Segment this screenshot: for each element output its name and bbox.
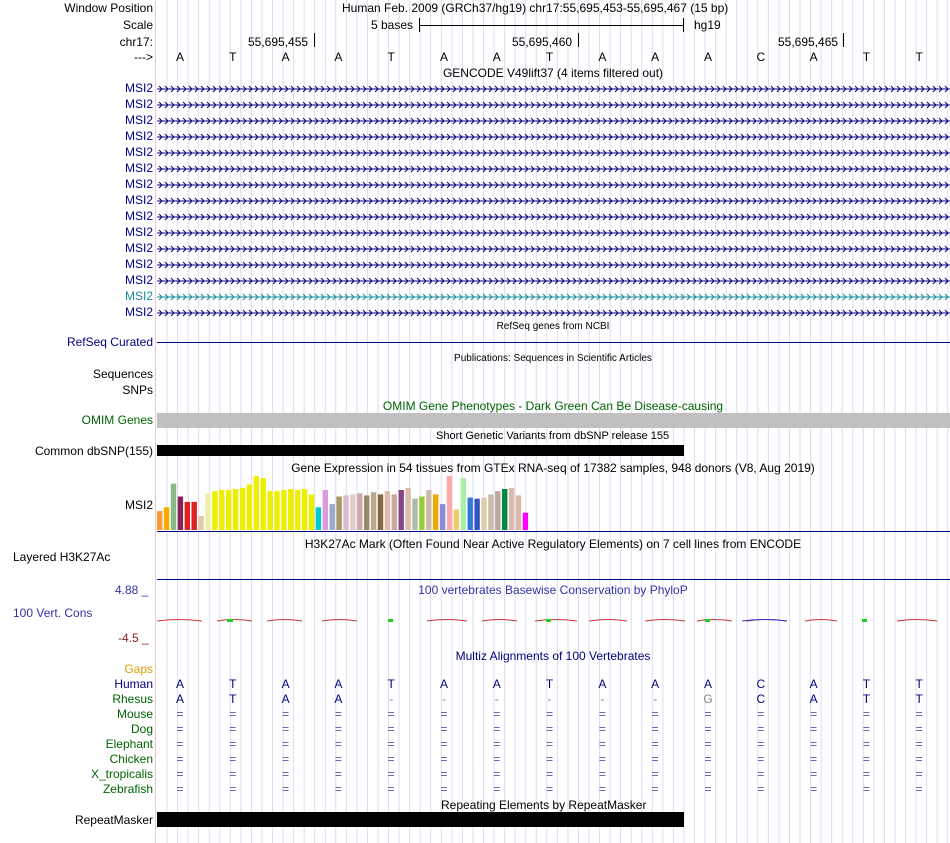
- gencode-gene-label[interactable]: MSI2: [124, 241, 153, 255]
- multiz-aligned-base: =: [810, 722, 818, 736]
- multiz-aligned-base: =: [387, 782, 395, 796]
- window-position-value: Human Feb. 2009 (GRCh37/hg19) chr17:55,695,453-55,695,467 (15 bp): [342, 1, 729, 15]
- multiz-aligned-base: =: [440, 707, 448, 721]
- gencode-gene-model[interactable]: [157, 147, 950, 159]
- gencode-gene-label[interactable]: MSI2: [124, 161, 153, 175]
- phylop-score-segment: [805, 620, 837, 622]
- phylop-title[interactable]: 100 vertebrates Basewise Conservation by PhyloP: [418, 583, 688, 597]
- multiz-aligned-base: =: [651, 737, 659, 751]
- multiz-aligned-base: =: [493, 737, 501, 751]
- repeatmasker-title[interactable]: Repeating Elements by RepeatMasker: [441, 798, 647, 812]
- gtex-tissue-bar: [164, 507, 169, 530]
- dbsnp-title[interactable]: Short Genetic Variants from dbSNP release 155: [436, 430, 670, 442]
- multiz-title[interactable]: Multiz Alignments of 100 Vertebrates: [455, 649, 651, 663]
- ruler-base: A: [334, 50, 343, 64]
- publications-sequences-label[interactable]: Sequences: [92, 367, 153, 381]
- multiz-aligned-base: =: [598, 767, 606, 781]
- gtex-tissue-bar: [233, 489, 238, 530]
- gtex-tissue-bar: [274, 491, 279, 530]
- multiz-aligned-base: -: [547, 692, 552, 706]
- multiz-aligned-base: A: [598, 677, 607, 691]
- gtex-tissue-bar: [247, 485, 252, 530]
- gencode-gene-label[interactable]: MSI2: [124, 81, 153, 95]
- gtex-tissue-bar: [288, 489, 293, 530]
- multiz-aligned-base: =: [598, 722, 606, 736]
- multiz-aligned-base: =: [862, 737, 870, 751]
- multiz-aligned-base: T: [915, 677, 923, 691]
- multiz-aligned-base: =: [282, 767, 290, 781]
- gtex-tissue-bar: [309, 494, 314, 530]
- multiz-aligned-base: T: [545, 677, 554, 691]
- multiz-aligned-base: =: [440, 737, 448, 751]
- ruler-base: T: [229, 50, 237, 64]
- multiz-aligned-base: =: [282, 707, 290, 721]
- ruler-base: A: [492, 50, 501, 64]
- gtex-tissue-bar: [474, 499, 479, 530]
- gencode-gene-model[interactable]: [157, 259, 950, 271]
- repeatmasker-element-bar[interactable]: [157, 812, 684, 827]
- h3k27ac-label[interactable]: Layered H3K27Ac: [13, 550, 111, 564]
- multiz-aligned-base: =: [440, 767, 448, 781]
- multiz-aligned-base: =: [862, 752, 870, 766]
- multiz-aligned-base: T: [862, 692, 871, 706]
- multiz-gaps-label[interactable]: Gaps: [124, 662, 153, 676]
- gtex-tissue-bar: [371, 492, 376, 530]
- multiz-aligned-base: -: [494, 692, 499, 706]
- multiz-aligned-base: =: [440, 782, 448, 796]
- multiz-aligned-base: =: [704, 707, 712, 721]
- gencode-title[interactable]: GENCODE V49lift37 (4 items filtered out): [442, 66, 664, 80]
- refseq-label[interactable]: RefSeq Curated: [66, 335, 153, 349]
- gencode-gene-label[interactable]: MSI2: [124, 273, 153, 287]
- gencode-gene-label[interactable]: MSI2: [124, 289, 153, 303]
- multiz-aligned-base: =: [282, 752, 290, 766]
- multiz-aligned-base: -: [389, 692, 394, 706]
- gtex-tissue-bar: [481, 498, 486, 530]
- gencode-gene-model[interactable]: [157, 307, 950, 319]
- tick-label-3: 55,695,465: [778, 35, 839, 49]
- multiz-aligned-base: =: [757, 752, 765, 766]
- multiz-aligned-base: A: [281, 692, 290, 706]
- gtex-tissue-bar: [185, 502, 190, 530]
- gtex-title[interactable]: Gene Expression in 54 tissues from GTEx RNA-seq of 17382 samples, 948 donors (V8, Aug 2019): [291, 461, 815, 475]
- phylop-score-tick: [546, 619, 551, 622]
- multiz-species-label[interactable]: Human: [114, 677, 153, 691]
- phylop-score-segment: [697, 620, 732, 622]
- phylop-max-label: 4.88 _: [115, 583, 149, 597]
- multiz-aligned-base: T: [862, 677, 871, 691]
- gtex-tissue-bar: [219, 490, 224, 530]
- multiz-aligned-base: =: [651, 752, 659, 766]
- gencode-gene-model[interactable]: [157, 99, 950, 111]
- gtex-tissue-bar: [295, 490, 300, 530]
- gtex-tissue-bar: [412, 499, 417, 530]
- multiz-aligned-base: =: [282, 782, 290, 796]
- gtex-gene-line: [157, 531, 950, 532]
- multiz-aligned-base: =: [810, 752, 818, 766]
- refseq-title[interactable]: RefSeq genes from NCBI: [496, 321, 610, 332]
- multiz-aligned-base: =: [176, 737, 184, 751]
- gtex-expression-chart[interactable]: [157, 476, 537, 531]
- gtex-tissue-bar: [468, 498, 473, 530]
- multiz-aligned-base: =: [757, 737, 765, 751]
- gtex-tissue-bar: [454, 510, 459, 531]
- multiz-aligned-base: =: [176, 752, 184, 766]
- gtex-tissue-bar: [157, 511, 162, 530]
- multiz-aligned-base: =: [915, 722, 923, 736]
- multiz-aligned-base: =: [546, 707, 554, 721]
- ruler-base: C: [756, 50, 766, 64]
- multiz-aligned-base: =: [229, 782, 237, 796]
- multiz-aligned-base: =: [334, 767, 342, 781]
- multiz-aligned-base: =: [915, 737, 923, 751]
- gtex-tissue-bar: [267, 491, 272, 530]
- multiz-aligned-base: =: [651, 767, 659, 781]
- ruler-base: T: [915, 50, 923, 64]
- gencode-gene-model[interactable]: [157, 243, 950, 255]
- gtex-tissue-bar: [212, 491, 217, 530]
- gtex-tissue-bar: [392, 494, 397, 530]
- multiz-aligned-base: =: [493, 782, 501, 796]
- gtex-tissue-bar: [357, 493, 362, 530]
- gtex-tissue-bar: [205, 493, 210, 530]
- multiz-aligned-base: =: [704, 737, 712, 751]
- gtex-tissue-bar: [447, 476, 452, 530]
- ruler-base: T: [387, 50, 395, 64]
- multiz-aligned-base: =: [387, 752, 395, 766]
- ruler-base: A: [175, 50, 184, 64]
- phylop-score-segment: [267, 620, 302, 622]
- gtex-tissue-bar: [385, 491, 390, 530]
- multiz-aligned-base: =: [810, 737, 818, 751]
- multiz-aligned-base: =: [546, 737, 554, 751]
- multiz-aligned-base: =: [334, 752, 342, 766]
- phylop-score-segment: [322, 620, 357, 622]
- tick-mark-3: [843, 33, 844, 47]
- phylop-score-segment: [427, 620, 467, 622]
- gencode-gene-label[interactable]: MSI2: [124, 97, 153, 111]
- scale-bases: 5 bases: [371, 18, 414, 32]
- multiz-aligned-base: A: [492, 677, 501, 691]
- multiz-aligned-base: =: [862, 767, 870, 781]
- phylop-score-segment: [535, 620, 577, 622]
- multiz-aligned-base: A: [334, 677, 343, 691]
- phylop-score-segment: [217, 620, 252, 622]
- multiz-aligned-base: =: [862, 707, 870, 721]
- omim-label[interactable]: OMIM Genes: [81, 413, 153, 427]
- multiz-aligned-base: A: [809, 692, 818, 706]
- multiz-aligned-base: A: [703, 677, 712, 691]
- phylop-min-label: -4.5 _: [118, 631, 149, 645]
- multiz-species-label[interactable]: Chicken: [109, 752, 153, 766]
- ruler-base: A: [651, 50, 660, 64]
- gencode-gene-label[interactable]: MSI2: [124, 257, 153, 271]
- gencode-gene-model[interactable]: [157, 195, 950, 207]
- repeatmasker-label[interactable]: RepeatMasker: [74, 813, 153, 827]
- gtex-tissue-bar: [261, 478, 266, 530]
- multiz-aligned-base: =: [704, 782, 712, 796]
- multiz-aligned-base: =: [282, 737, 290, 751]
- gtex-tissue-bar: [440, 504, 445, 530]
- phylop-score-tick: [862, 619, 867, 622]
- omim-title[interactable]: OMIM Gene Phenotypes - Dark Green Can Be Disease-causing: [382, 399, 724, 413]
- gencode-gene-model[interactable]: [157, 211, 950, 223]
- gencode-gene-model[interactable]: [157, 131, 950, 143]
- scale-bar: [419, 18, 684, 32]
- gtex-tissue-bar: [405, 488, 410, 530]
- phylop-score-segment: [157, 620, 202, 622]
- gtex-tissue-bar: [488, 494, 493, 530]
- multiz-aligned-base: =: [387, 767, 395, 781]
- gtex-tissue-bar: [323, 490, 328, 530]
- label-divider: [155, 0, 156, 843]
- gtex-tissue-bar: [364, 495, 369, 530]
- multiz-aligned-base: C: [756, 692, 766, 706]
- multiz-aligned-base: A: [281, 677, 290, 691]
- multiz-aligned-base: T: [229, 692, 237, 706]
- gtex-tissue-bar: [350, 494, 355, 530]
- multiz-aligned-base: =: [176, 782, 184, 796]
- multiz-aligned-base: =: [493, 722, 501, 736]
- gtex-tissue-bar: [281, 490, 286, 530]
- multiz-aligned-base: =: [757, 782, 765, 796]
- phylop-score-tick: [705, 619, 710, 622]
- gtex-tissue-bar: [419, 497, 424, 531]
- multiz-aligned-base: =: [810, 707, 818, 721]
- multiz-aligned-base: =: [176, 722, 184, 736]
- multiz-aligned-base: =: [546, 722, 554, 736]
- multiz-aligned-base: =: [493, 767, 501, 781]
- gtex-tissue-bar: [426, 490, 431, 530]
- multiz-aligned-base: =: [651, 782, 659, 796]
- multiz-aligned-base: =: [440, 752, 448, 766]
- multiz-aligned-base: =: [598, 782, 606, 796]
- multiz-aligned-base: =: [229, 737, 237, 751]
- multiz-aligned-base: =: [282, 722, 290, 736]
- phylop-conservation-chart[interactable]: [157, 612, 950, 628]
- gtex-tissue-bar: [302, 489, 307, 530]
- multiz-aligned-base: -: [600, 692, 605, 706]
- gencode-gene-label[interactable]: MSI2: [124, 225, 153, 239]
- ruler-base: T: [545, 50, 554, 64]
- gencode-gene-label[interactable]: MSI2: [124, 129, 153, 143]
- multiz-species-label[interactable]: X_tropicalis: [90, 767, 153, 781]
- multiz-aligned-base: =: [176, 767, 184, 781]
- phylop-score-segment: [645, 620, 685, 622]
- gtex-tissue-bar: [192, 502, 197, 530]
- gencode-gene-label[interactable]: MSI2: [124, 145, 153, 159]
- phylop-score-segment: [589, 620, 627, 622]
- multiz-aligned-base: =: [757, 767, 765, 781]
- gtex-tissue-bar: [226, 490, 231, 530]
- multiz-aligned-base: =: [229, 752, 237, 766]
- gencode-gene-model[interactable]: [157, 83, 950, 95]
- strand-label: --->: [134, 50, 153, 64]
- gtex-tissue-bar: [343, 495, 348, 530]
- multiz-aligned-base: =: [229, 722, 237, 736]
- multiz-aligned-base: =: [862, 722, 870, 736]
- multiz-species-label[interactable]: Rhesus: [112, 692, 153, 706]
- multiz-aligned-base: =: [757, 722, 765, 736]
- multiz-species-label[interactable]: Dog: [130, 722, 153, 736]
- omim-phenotype-bar[interactable]: [157, 413, 950, 428]
- multiz-aligned-base: -: [442, 692, 446, 706]
- multiz-aligned-base: =: [704, 767, 712, 781]
- multiz-aligned-base: =: [387, 737, 395, 751]
- gencode-gene-model[interactable]: [157, 163, 950, 175]
- gencode-gene-label[interactable]: MSI2: [124, 305, 153, 319]
- multiz-aligned-base: =: [387, 722, 395, 736]
- multiz-aligned-base: =: [757, 707, 765, 721]
- phylop-score-tick: [388, 619, 393, 622]
- gtex-tissue-bar: [198, 516, 203, 530]
- multiz-aligned-base: =: [334, 707, 342, 721]
- ruler-base: A: [703, 50, 712, 64]
- multiz-aligned-base: =: [229, 767, 237, 781]
- dbsnp-label[interactable]: Common dbSNP(155): [34, 444, 153, 458]
- multiz-aligned-base: A: [439, 677, 448, 691]
- multiz-aligned-base: =: [598, 737, 606, 751]
- scale-label: Scale: [122, 18, 153, 32]
- multiz-aligned-base: =: [704, 752, 712, 766]
- tick-mark-1: [314, 33, 315, 47]
- gtex-tissue-bar: [523, 513, 528, 530]
- gtex-tissue-bar: [399, 490, 404, 530]
- multiz-species-label[interactable]: Mouse: [116, 707, 153, 721]
- multiz-aligned-base: =: [810, 767, 818, 781]
- tick-label-2: 55,695,460: [512, 35, 573, 49]
- gencode-gene-label[interactable]: MSI2: [124, 209, 153, 223]
- tick-mark-2: [578, 33, 579, 47]
- window-position-label: Window Position: [64, 1, 153, 15]
- multiz-aligned-base: =: [387, 707, 395, 721]
- ruler-base: A: [809, 50, 818, 64]
- tick-label-1: 55,695,455: [248, 35, 309, 49]
- gtex-tissue-bar: [171, 484, 176, 530]
- multiz-aligned-base: =: [176, 707, 184, 721]
- gtex-tissue-bar: [502, 489, 507, 530]
- multiz-species-label[interactable]: Elephant: [105, 737, 153, 751]
- scale-assembly: hg19: [694, 18, 721, 32]
- gencode-gene-model[interactable]: [157, 275, 950, 287]
- phylop-score-segment: [897, 620, 937, 622]
- phylop-label[interactable]: 100 Vert. Cons: [13, 606, 93, 620]
- ruler-base: A: [439, 50, 448, 64]
- gencode-gene-label[interactable]: MSI2: [124, 177, 153, 191]
- gtex-tissue-bar: [495, 491, 500, 530]
- multiz-aligned-base: =: [229, 707, 237, 721]
- multiz-aligned-base: =: [915, 767, 923, 781]
- multiz-aligned-base: =: [546, 767, 554, 781]
- multiz-aligned-base: T: [229, 677, 237, 691]
- multiz-aligned-base: A: [809, 677, 818, 691]
- multiz-aligned-base: =: [493, 707, 501, 721]
- gtex-tissue-bar: [461, 478, 466, 530]
- gtex-tissue-bar: [254, 476, 259, 530]
- multiz-aligned-base: =: [493, 752, 501, 766]
- multiz-aligned-base: T: [387, 677, 395, 691]
- multiz-aligned-base: =: [334, 782, 342, 796]
- ruler-base: A: [598, 50, 607, 64]
- multiz-aligned-base: A: [651, 677, 660, 691]
- ruler-base: A: [281, 50, 290, 64]
- multiz-aligned-base: =: [915, 782, 923, 796]
- gtex-tissue-bar: [509, 488, 514, 530]
- multiz-aligned-base: =: [915, 752, 923, 766]
- multiz-aligned-base: G: [703, 692, 713, 706]
- multiz-aligned-base: =: [651, 707, 659, 721]
- gtex-tissue-bar: [330, 504, 335, 530]
- gencode-gene-model[interactable]: [157, 227, 950, 239]
- gtex-label[interactable]: MSI2: [124, 498, 153, 512]
- gencode-gene-label[interactable]: MSI2: [124, 113, 153, 127]
- multiz-aligned-base: =: [334, 737, 342, 751]
- h3k27ac-baseline: [157, 579, 950, 580]
- multiz-aligned-base: A: [334, 692, 343, 706]
- gtex-tissue-bar: [178, 497, 183, 531]
- phylop-score-segment: [482, 620, 517, 622]
- multiz-aligned-base: T: [915, 692, 923, 706]
- multiz-aligned-base: C: [756, 677, 766, 691]
- multiz-aligned-base: =: [915, 707, 923, 721]
- multiz-aligned-base: A: [175, 692, 184, 706]
- multiz-aligned-base: =: [546, 782, 554, 796]
- multiz-species-label[interactable]: Zebrafish: [102, 782, 153, 796]
- gtex-tissue-bar: [378, 494, 383, 530]
- dbsnp-variant-bar[interactable]: [157, 445, 684, 456]
- multiz-aligned-base: =: [440, 722, 448, 736]
- h3k27ac-title[interactable]: H3K27Ac Mark (Often Found Near Active Regulatory Elements) on 7 cell lines from ENCODE: [304, 537, 802, 551]
- gtex-tissue-bar: [240, 488, 245, 530]
- multiz-aligned-base: =: [546, 752, 554, 766]
- publications-snps-label[interactable]: SNPs: [122, 383, 153, 397]
- gencode-gene-model[interactable]: [157, 115, 950, 127]
- gencode-gene-model[interactable]: [157, 179, 950, 191]
- gtex-tissue-bar: [433, 494, 438, 530]
- gtex-tissue-bar: [316, 507, 321, 530]
- multiz-aligned-base: A: [175, 677, 184, 691]
- gtex-tissue-bar: [336, 497, 341, 531]
- multiz-aligned-base: =: [862, 782, 870, 796]
- multiz-aligned-base: =: [334, 722, 342, 736]
- phylop-score-tick: [228, 619, 233, 622]
- gtex-tissue-bar: [516, 495, 521, 530]
- multiz-aligned-base: =: [704, 722, 712, 736]
- publications-title[interactable]: Publications: Sequences in Scientific Articles: [454, 353, 652, 364]
- refseq-gene-line[interactable]: [157, 342, 950, 343]
- ruler-base: T: [862, 50, 871, 64]
- gencode-gene-model[interactable]: [157, 291, 950, 303]
- multiz-aligned-base: =: [810, 782, 818, 796]
- multiz-aligned-base: =: [598, 707, 606, 721]
- multiz-aligned-base: -: [653, 692, 658, 706]
- gencode-gene-label[interactable]: MSI2: [124, 193, 153, 207]
- chrom-label: chr17:: [119, 35, 153, 49]
- multiz-aligned-base: =: [598, 752, 606, 766]
- multiz-aligned-base: =: [651, 722, 659, 736]
